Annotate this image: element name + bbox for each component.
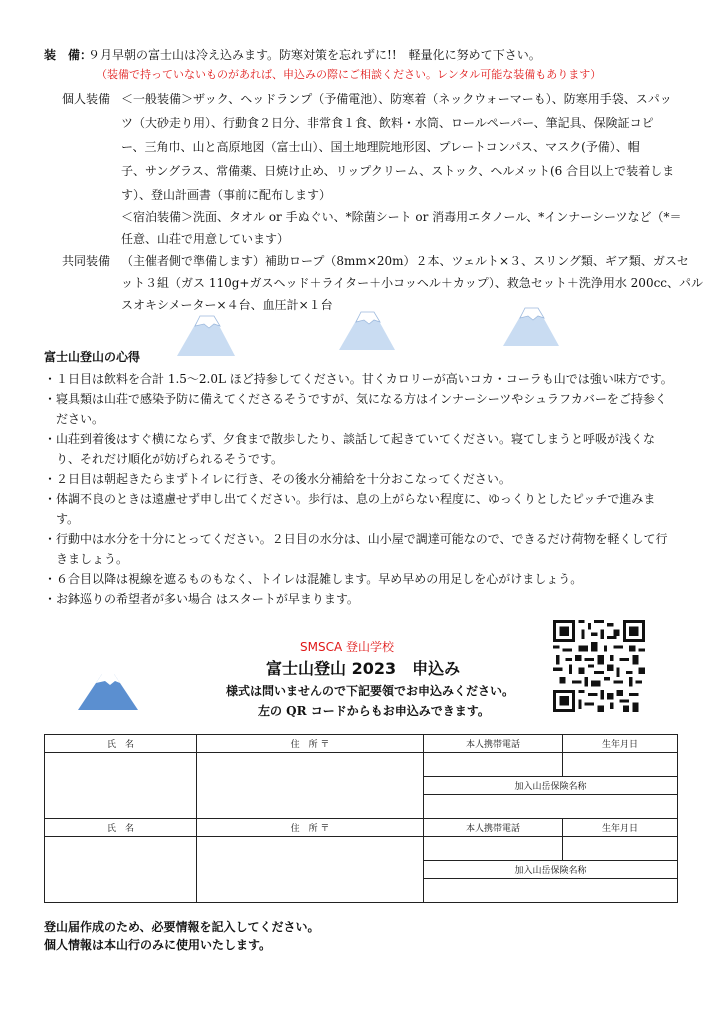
name-header: 氏 名 (45, 735, 197, 753)
tip-line-4: り、それだけ順化が妨げられるそうです。 (44, 452, 284, 466)
mountain-fuji-icon (76, 666, 140, 712)
equipment-heading: 装 備： (44, 48, 93, 62)
tip-line-3: ・山荘到着後はすぐ横にならず、夕食まで散歩したり、談話して起きていてください。寝てしまうと呼吸が浅くな (44, 432, 656, 446)
shared-line-2: スオキシメーター×４台、血圧計×１台 (121, 298, 333, 312)
name-field[interactable] (45, 753, 197, 819)
personal-line-2: ー、三角巾、山と高原地図（富士山）、国土地理院地形図、プレートコンパス、マスク(予備）、帽 (121, 140, 640, 154)
mountain-fuji-icon (336, 306, 398, 352)
personal-line-1: ツ（大砂走り用）、行動食２日分、非常食１食、飲料・水筒、ロールペーパー、筆記具、保険証コピ (121, 116, 654, 130)
shared-line-1: ット３組（ガス 110g+ガスヘッド＋ライター＋小コッヘル＋カップ）、救急セット＋洗浄用水 200cc、パル (121, 276, 704, 290)
mountain-fuji-icon (174, 310, 238, 358)
tip-line-10: ・６合目以降は視線を遮るものもなく、トイレは混雑します。早め早めの用足しを心がけましょう。 (44, 572, 583, 586)
tip-line-6: ・体調不良のときは遠慮せず申し出てください。歩行は、息の上がらない程度に、ゆっくりとしたピッチで進みま (44, 492, 656, 506)
equipment-notice: （装備で持っていないものがあれば、申込みの際にご相談ください。レンタル可能な装備もあります） (96, 68, 602, 81)
insurance-field[interactable] (424, 795, 678, 819)
tip-line-9: きましょう。 (44, 552, 129, 566)
birthdate-field[interactable] (563, 837, 678, 861)
address-field[interactable] (197, 753, 424, 819)
tip-line-2: ださい。 (44, 412, 105, 426)
tips-heading: 富士山登山の心得 (44, 350, 141, 364)
equipment-intro: ９月早朝の富士山は冷え込みます。防寒対策を忘れずに!! 軽量化に努めて下さい。 (88, 48, 541, 62)
qr-code-icon[interactable] (553, 620, 645, 712)
insurance-header: 加入山岳保険名称 (424, 861, 678, 879)
tip-line-8: ・行動中は水分を十分にとってください。２日目の水分は、山小屋で調達可能なので、できるだけ荷物を軽くして行 (44, 532, 668, 546)
org-name: SMSCA 登山学校 (300, 640, 394, 654)
shared-equipment-label: 共同装備 (62, 254, 111, 268)
address-field[interactable] (197, 837, 424, 903)
name-header: 氏 名 (45, 819, 197, 837)
personal-line-4: す）、登山計画書（事前に配布します） (121, 188, 332, 202)
shared-line-0: （主催者側で準備します）補助ロープ（8mm×20m）２本、ツェルト×３、スリング類、ギア類、ガスセ (121, 254, 689, 268)
personal-equipment-label: 個人装備 (62, 92, 111, 106)
mountain-fuji-icon (500, 302, 562, 348)
phone-header: 本人携帯電話 (424, 819, 563, 837)
birthdate-header: 生年月日 (563, 819, 678, 837)
personal-line-0: ＜一般装備＞ザック、ヘッドランプ（予備電池）、防寒着（ネックウォーマーも）、防寒用手袋、スパッ (121, 92, 672, 106)
application-title: 富士山登山 2023 申込み (266, 659, 461, 678)
personal-line-3: 子、サングラス、常備薬、日焼け止め、リップクリーム、ストック、ヘルメット(6 合目以上で装着しま (121, 164, 675, 178)
address-header: 住 所 〒 (197, 819, 424, 837)
phone-field[interactable] (424, 837, 563, 861)
application-form (44, 734, 678, 903)
tip-line-5: ・２日目は朝起きたらまずトイレに行き、その後水分補給を十分おこなってください。 (44, 472, 511, 486)
footer-note-1: 登山届作成のため、必要情報を記入してください。 (44, 920, 320, 934)
personal-line-6: 任意、山荘で用意しています） (121, 232, 290, 246)
tip-line-0: ・１日目は飲料を合計 1.5〜2.0L ほど持参してください。甘くカロリーが高いコカ・コーラも山では強い味方です。 (44, 372, 673, 386)
name-field[interactable] (45, 837, 197, 903)
phone-field[interactable] (424, 753, 563, 777)
personal-line-5: ＜宿泊装備＞洗面、タオル or 手ぬぐい、*除菌シート or 消毒用エタノール、*インナーシーツなど（*＝ (121, 210, 682, 224)
phone-header: 本人携帯電話 (424, 735, 563, 753)
tip-line-11: ・お鉢巡りの希望者が多い場合 はスタートが早まります。 (44, 592, 359, 606)
insurance-field[interactable] (424, 879, 678, 903)
birthdate-header: 生年月日 (563, 735, 678, 753)
tip-line-7: す。 (44, 512, 80, 526)
application-instructions: 様式は問いませんので下記要領でお申込みください。 (226, 684, 515, 698)
address-header: 住 所 〒 (197, 735, 424, 753)
application-qr-note: 左の QR コードからもお申込みできます。 (258, 704, 490, 718)
tip-line-1: ・寝具類は山荘で感染予防に備えてくださるそうですが、気になる方はインナーシーツやシュラフカバーをご持参く (44, 392, 667, 406)
footer-note-2: 個人情報は本山行のみに使用いたします。 (44, 938, 272, 952)
birthdate-field[interactable] (563, 753, 678, 777)
insurance-header: 加入山岳保険名称 (424, 777, 678, 795)
